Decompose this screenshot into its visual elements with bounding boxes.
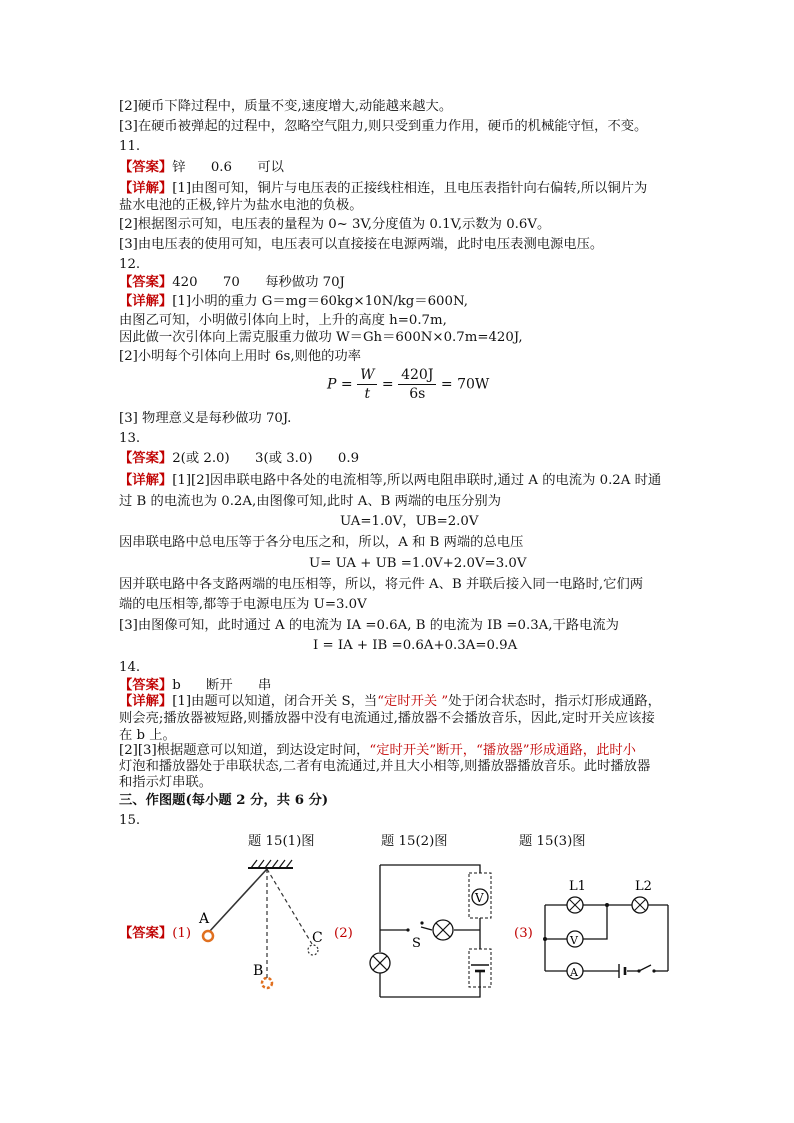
voltmeter-label: V — [475, 891, 484, 905]
answer-label: 【答案】 — [119, 926, 173, 941]
fraction-w-t — [357, 366, 377, 403]
string-a — [209, 869, 267, 932]
detail-text: [1]由题可以知道，闭合开关 S，当 — [172, 694, 378, 709]
quoted-term: “播放器” — [476, 743, 530, 758]
question-number: 13. — [119, 431, 141, 446]
text-line: 因此做一次引体向上需克服重力做功 W＝Gh＝600N×0.7m=420J, — [119, 330, 523, 345]
figure-caption-2: 题 15(2)图 — [381, 834, 448, 849]
figure-number-2: (2) — [334, 926, 353, 941]
answer-text: 420 70 每秒做功 70J — [172, 275, 345, 290]
detail-text: 形成通路，此时小 — [529, 743, 636, 758]
eq-right: = 70W — [440, 376, 490, 393]
ammeter-label: A — [570, 966, 578, 979]
label-b: B — [253, 963, 264, 979]
detail-line — [119, 180, 647, 197]
pendulum-figure — [195, 850, 335, 1000]
circuit-figure-2 — [365, 855, 505, 1005]
text-line: [3]由图像可知，此时通过 A 的电流为 IA =0.6A, B 的电流为 IB =0.3A,干路电流为 — [119, 618, 619, 633]
figure-number-1: (1) — [172, 926, 192, 941]
wire — [583, 905, 607, 939]
eq-mid: = — [381, 376, 394, 393]
equation-ua-ub: UA=1.0V，UB=2.0V — [340, 514, 479, 529]
text-line: [2]小明每个引体向上用时 6s,则他的功率 — [119, 349, 362, 364]
quoted-term: “定时开关 ” — [377, 694, 449, 709]
text-line: 在 b 上。 — [119, 728, 176, 743]
switch-pivot — [406, 928, 409, 931]
switch-pivot — [637, 969, 640, 972]
fraction-value — [398, 366, 436, 403]
numerator: 420J — [398, 366, 436, 385]
switch-lever — [421, 927, 432, 930]
answer-label: 【答案】 — [119, 451, 173, 466]
circuit-figure-3 — [535, 870, 685, 985]
answer-label: 【答案】 — [119, 678, 173, 693]
label-a: A — [199, 911, 210, 927]
text-line: 端的电压相等,都等于电源电压为 U=3.0V — [119, 597, 367, 612]
switch-contact — [652, 969, 655, 972]
denominator: t — [364, 386, 371, 402]
text-line: [3] 物理意义是每秒做功 70J. — [119, 411, 292, 426]
figure-number-3: (3) — [514, 926, 533, 941]
switch-lever — [639, 965, 651, 971]
detail-label: 【详解】 — [119, 694, 173, 709]
numerator: W — [357, 366, 377, 385]
text-line: 因并联电路中各支路两端的电压相等，所以，将元件 A、B 并联后接入同一电路时,它们两 — [119, 577, 644, 592]
denominator: 6s — [409, 386, 426, 402]
wire-bottom — [380, 987, 480, 997]
text-line: [3]在硬币被弹起的过程中，忽略空气阻力,则只受到重力作用，硬币的机械能守恒，不变。 — [119, 119, 648, 134]
switch-contact — [420, 921, 423, 924]
text-line: [3]由电压表的使用可知，电压表可以直接接在电源两端，此时电压表测电源电压。 — [119, 237, 604, 252]
junction-dot — [605, 903, 609, 907]
text-line: 盐水电池的正极,锌片为盐水电池的负极。 — [119, 198, 363, 213]
detail-label: 【详解】 — [119, 294, 173, 309]
detail-text: [1]小明的重力 G＝mg＝60kg×10N/kg＝600N, — [172, 294, 468, 309]
label-l1: L1 — [569, 879, 586, 894]
string-c — [267, 869, 312, 944]
figures-answer — [119, 925, 191, 942]
detail-text: 断开， — [436, 743, 477, 758]
answer-label: 【答案】 — [119, 160, 173, 175]
detail-label: 【详解】 — [119, 181, 173, 196]
detail-line — [119, 293, 468, 310]
equation-total-current: I = IA + IB =0.6A+0.3A=0.9A — [313, 638, 518, 653]
text-line: 由图乙可知，小明做引体向上时，上升的高度 h=0.7m, — [119, 313, 447, 328]
equation-total-voltage: U= UA + UB =1.0V+2.0V=3.0V — [309, 556, 527, 571]
junction-dot — [543, 937, 547, 941]
text-line: 和指示灯串联。 — [119, 775, 213, 790]
ceiling-hatch — [251, 860, 292, 868]
text-line: [2]硬币下降过程中，质量不变,速度增大,动能越来越大。 — [119, 99, 453, 114]
text-line: 因串联电路中总电压等于各分电压之和，所以，A 和 B 两端的总电压 — [119, 535, 524, 550]
answer-line — [119, 450, 359, 467]
section-heading: 三、作图题(每小题 2 分，共 6 分) — [119, 793, 329, 808]
figure-caption-1: 题 15(1)图 — [248, 834, 315, 849]
question-number: 11. — [119, 139, 141, 154]
wire-top — [380, 865, 480, 873]
detail-label: 【详解】 — [119, 473, 173, 488]
text-line: [2]根据图示可知，电压表的量程为 0~ 3V,分度值为 0.1V,示数为 0.6V。 — [119, 217, 551, 232]
detail-text: [1][2]因串联电路中各处的电流相等,所以两电阻串联时,通过 A 的电流为 0.2A 时通 — [172, 473, 662, 488]
detail-text: [2][3]根据题意可以知道，到达设定时间， — [119, 743, 370, 758]
quoted-term: “定时开关” — [369, 743, 437, 758]
question-number: 12. — [119, 257, 141, 272]
answer-label: 【答案】 — [119, 275, 173, 290]
label-l2: L2 — [635, 879, 652, 894]
answer-text: b 断开 串 — [172, 678, 272, 693]
answer-line — [119, 677, 271, 694]
detail-line — [119, 693, 661, 710]
switch-label: S — [412, 936, 421, 951]
ball-a — [203, 931, 213, 941]
figure-caption-3: 题 15(3)图 — [519, 834, 586, 849]
ball-b — [262, 978, 272, 988]
voltmeter-label: V — [570, 934, 578, 947]
answer-line — [119, 274, 345, 291]
question-number: 15. — [119, 813, 141, 828]
answer-text: 锌 0.6 可以 — [172, 160, 284, 175]
answer-line — [119, 159, 284, 176]
eq-left: P = — [327, 376, 353, 393]
power-equation — [327, 366, 489, 403]
detail-line — [119, 472, 661, 489]
question-number: 14. — [119, 660, 141, 675]
text-line: 灯泡和播放器处于串联状态,二者有电流通过,并且大小相等,则播放器播放音乐。此时播放器 — [119, 759, 651, 774]
text-line — [119, 742, 636, 759]
label-c: C — [312, 930, 323, 946]
text-line: 则会亮;播放器被短路,则播放器中没有电流通过,播放器不会播放音乐，因此,定时开关应该接 — [119, 711, 655, 726]
ball-c — [308, 945, 318, 955]
text-line: 过 B 的电流也为 0.2A,由图像可知,此时 A、B 两端的电压分别为 — [119, 494, 502, 509]
detail-text: [1]由图可知，铜片与电压表的正接线柱相连，且电压表指针向右偏转,所以铜片为 — [172, 181, 648, 196]
detail-text: 处于闭合状态时，指示灯形成通路， — [448, 694, 661, 709]
answer-text: 2(或 2.0) 3(或 3.0) 0.9 — [172, 451, 360, 466]
